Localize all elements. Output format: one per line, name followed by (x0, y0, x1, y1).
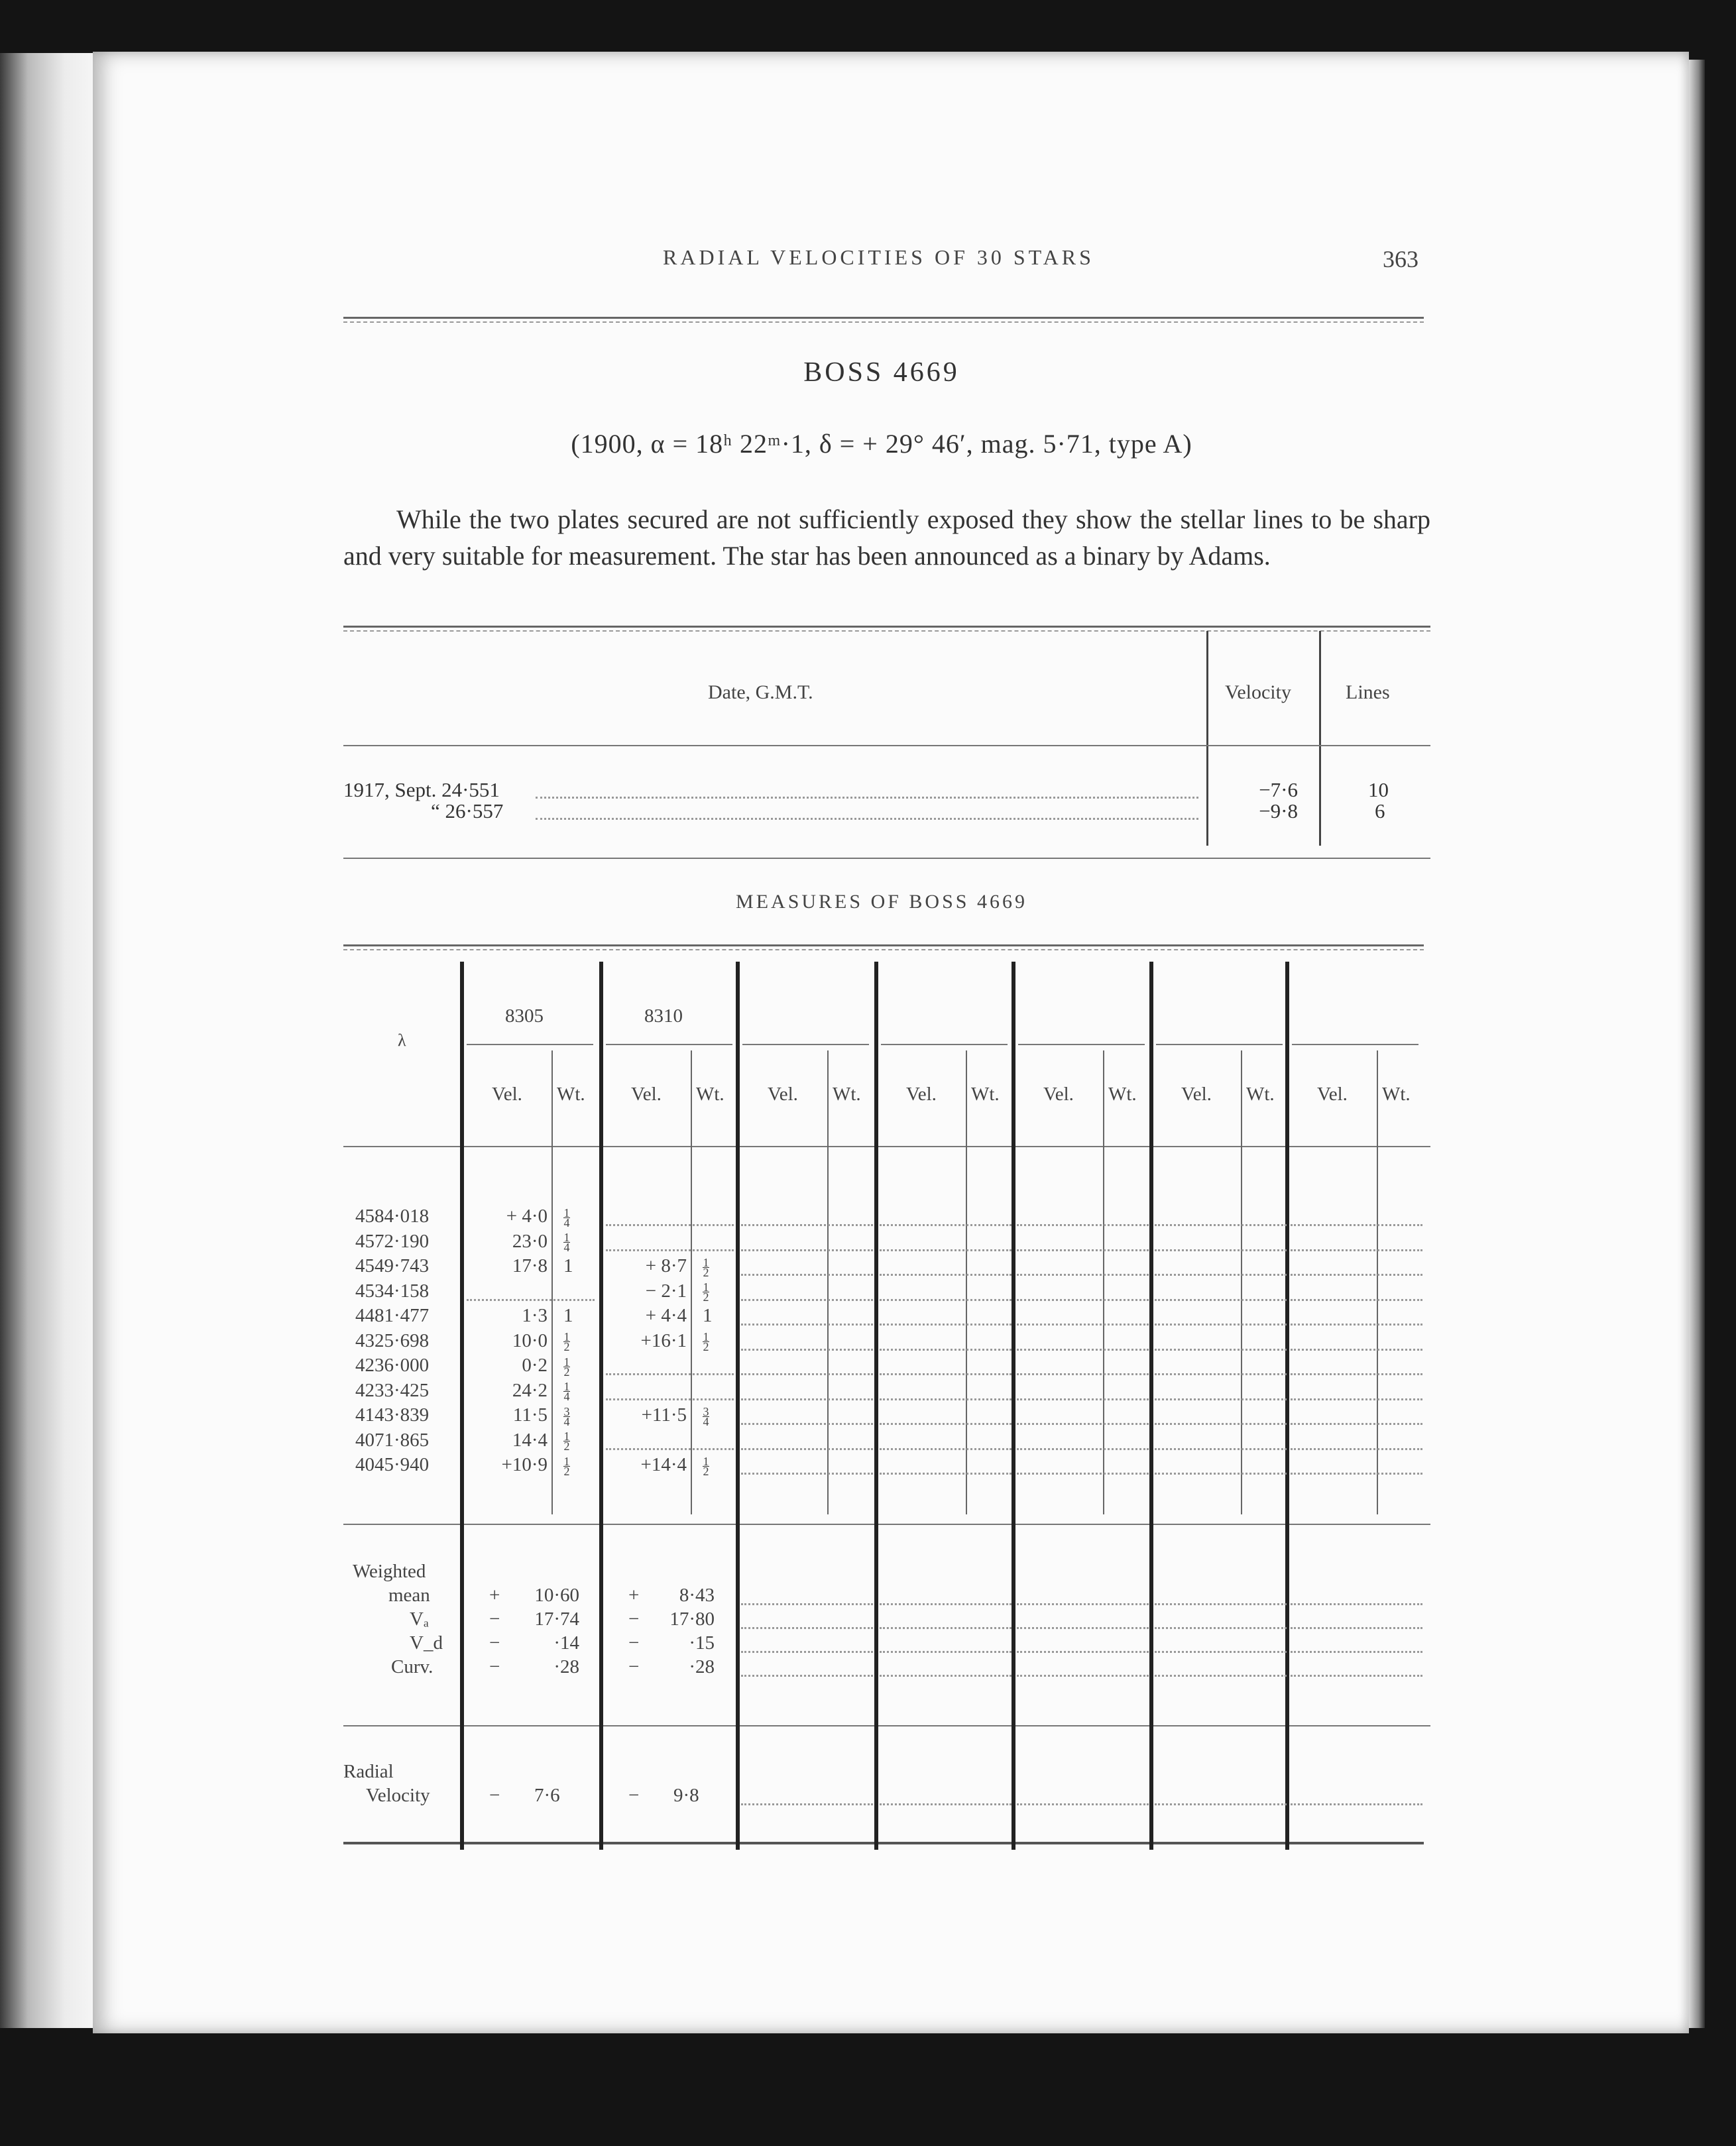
dot-leader (1291, 1603, 1422, 1605)
dot-leader (606, 1224, 734, 1226)
vel-value: 10·0 (512, 1329, 548, 1351)
wt-header: Wt. (1108, 1084, 1137, 1105)
dot-leader (1155, 1373, 1287, 1375)
wavelength: 4045·940 (355, 1454, 430, 1475)
dot-leader (741, 1349, 873, 1351)
wt-value (563, 1330, 570, 1352)
dot-leader (1291, 1249, 1422, 1251)
dot-leader (1155, 1448, 1287, 1450)
dot-leader (880, 1473, 1012, 1475)
wt-value (563, 1404, 570, 1426)
wt-value: 1 (563, 1255, 573, 1276)
dot-leader (606, 1448, 734, 1450)
wt-value: 1 (703, 1305, 713, 1326)
weight-fraction: $\frac{1}{2}$ (563, 1355, 570, 1379)
dot-leader (880, 1224, 1012, 1226)
wt-value (563, 1454, 570, 1476)
dot-leader (1291, 1803, 1422, 1805)
measures-summary-rule (343, 1725, 1430, 1726)
wt-value (703, 1404, 709, 1426)
measures-bottom-rule (343, 1842, 1424, 1844)
dot-leader (1155, 1627, 1287, 1629)
vel-header: Vel. (768, 1084, 798, 1105)
vel-wt-divider (1103, 1050, 1104, 1514)
vel-wt-divider (966, 1050, 967, 1514)
vel-value: + 8·7 (645, 1255, 687, 1276)
obs-date: “ 26·557 (431, 799, 504, 822)
dot-leader (1155, 1603, 1287, 1605)
dot-leader (1017, 1274, 1149, 1276)
vel-header: Vel. (1043, 1084, 1074, 1105)
plate-number: 8305 (505, 1005, 544, 1027)
summary-value: 10·60 (534, 1585, 579, 1606)
measures-caption: MEASURES OF BOSS 4669 (736, 891, 1027, 913)
wt-header: Wt. (696, 1084, 724, 1105)
vel-wt-divider (1377, 1050, 1378, 1514)
dot-leader (1291, 1448, 1422, 1450)
dot-leader (1017, 1349, 1149, 1351)
star-coordinates: (1900, α = 18ʰ 22ᵐ·1, δ = + 29° 46′, mag. 5·71, type A) (571, 429, 1192, 459)
head-rule (343, 317, 1424, 319)
vel-header: Vel. (1181, 1084, 1212, 1105)
dot-leader (606, 1249, 734, 1251)
dot-leader (467, 1299, 595, 1301)
dot-leader (1291, 1299, 1422, 1301)
weight-fraction: $\frac{3}{4}$ (563, 1404, 570, 1428)
dot-leader (1017, 1473, 1149, 1475)
vel-value: 17·8 (512, 1255, 548, 1276)
weight-fraction: $\frac{1}{2}$ (563, 1454, 570, 1478)
dot-leader (1017, 1249, 1149, 1251)
wt-value (563, 1231, 570, 1253)
header-lines: Lines (1346, 681, 1390, 703)
vel-value: + 4·0 (506, 1206, 548, 1227)
dot-leader (1291, 1423, 1422, 1425)
lambda-header: λ (398, 1031, 406, 1050)
rv-value: 7·6 (534, 1785, 560, 1806)
summary-value: ·28 (553, 1656, 579, 1677)
vel-value: +16·1 (640, 1329, 687, 1351)
summary-sign: + (628, 1585, 640, 1606)
vel-header: Vel. (631, 1084, 662, 1105)
vel-wt-divider (827, 1050, 829, 1514)
dot-leader (741, 1627, 873, 1629)
dot-leader (880, 1627, 1012, 1629)
measures-top-rule (343, 944, 1424, 946)
summary-label: mean (388, 1585, 430, 1606)
plate-subheader-rule (467, 1044, 593, 1045)
weight-fraction: $\frac{1}{2}$ (703, 1255, 709, 1279)
dot-leader (880, 1675, 1012, 1677)
dot-leader (741, 1274, 873, 1276)
dot-leader (1155, 1423, 1287, 1425)
wt-value (563, 1430, 570, 1451)
dot-leader (880, 1603, 1012, 1605)
dot-leader (1017, 1603, 1149, 1605)
plate-col-divider (599, 962, 603, 1850)
dot-leader (1017, 1398, 1149, 1400)
wavelength: 4233·425 (355, 1379, 430, 1401)
weight-fraction: $\frac{3}{4}$ (703, 1404, 709, 1428)
vel-value: +10·9 (501, 1454, 548, 1475)
dot-leader (1017, 1224, 1149, 1226)
summary-value: 17·80 (669, 1609, 715, 1630)
dot-leader (880, 1423, 1012, 1425)
plate-subheader-rule (1156, 1044, 1283, 1045)
wavelength: 4236·000 (355, 1355, 430, 1376)
plate-col-divider (874, 962, 878, 1850)
plate-subheader-rule (881, 1044, 1008, 1045)
dot-leader (741, 1249, 873, 1251)
weight-fraction: $\frac{1}{2}$ (703, 1280, 709, 1304)
wt-value (703, 1330, 709, 1352)
dot-leader (880, 1803, 1012, 1805)
vel-value: +11·5 (641, 1404, 687, 1426)
dot-leader (1155, 1274, 1287, 1276)
dot-leader (1017, 1373, 1149, 1375)
dot-leader (880, 1299, 1012, 1301)
table-top-rule (343, 626, 1430, 628)
wavelength: 4584·018 (355, 1206, 430, 1227)
dot-leader (741, 1803, 873, 1805)
wt-value (703, 1255, 709, 1277)
vel-value: 23·0 (512, 1230, 548, 1252)
dot-leader (1155, 1803, 1287, 1805)
plate-subheader-rule (742, 1044, 869, 1045)
dot-leader (1291, 1473, 1422, 1475)
dot-leader (606, 1398, 734, 1400)
header-velocity: Velocity (1225, 681, 1291, 703)
dot-leader (880, 1373, 1012, 1375)
summary-value: ·15 (689, 1632, 715, 1654)
dot-leader (606, 1373, 734, 1375)
vel-value: +14·4 (640, 1454, 687, 1475)
wt-value (703, 1454, 709, 1476)
dot-leader (741, 1324, 873, 1326)
facing-page-edge (0, 53, 93, 2028)
dot-leader (536, 797, 1198, 799)
dot-leader (741, 1675, 873, 1677)
dot-leader (1291, 1349, 1422, 1351)
weight-fraction: $\frac{1}{4}$ (563, 1380, 570, 1404)
obs-velocity: −9·8 (1259, 799, 1298, 822)
dot-leader (1155, 1299, 1287, 1301)
wt-value (563, 1206, 570, 1227)
wavelength: 4071·865 (355, 1429, 430, 1451)
plate-subheader-rule (1292, 1044, 1418, 1045)
plate-subheader-rule (606, 1044, 732, 1045)
dot-leader (1017, 1803, 1149, 1805)
dot-leader (880, 1349, 1012, 1351)
plate-col-divider (1285, 962, 1289, 1850)
obs-lines: 10 (1368, 778, 1389, 801)
running-title: RADIAL VELOCITIES OF 30 STARS (663, 245, 1094, 269)
wt-header: Wt. (557, 1084, 585, 1105)
summary-label: Curv. (391, 1656, 434, 1677)
wt-header: Wt. (1246, 1084, 1275, 1105)
obs-lines: 6 (1375, 799, 1385, 822)
summary-sign: − (489, 1656, 500, 1677)
vel-wt-divider (1241, 1050, 1242, 1514)
summary-label: Weighted (353, 1561, 426, 1582)
wt-value (563, 1355, 570, 1377)
rv-sign: − (489, 1785, 500, 1806)
rv-value: 9·8 (673, 1785, 699, 1806)
radial-velocity-label: Velocity (366, 1785, 430, 1806)
vel-value: 0·2 (522, 1355, 548, 1376)
weight-fraction: $\frac{1}{2}$ (703, 1454, 709, 1478)
wavelength: 4549·743 (355, 1255, 430, 1276)
vel-value: 11·5 (512, 1404, 548, 1426)
dot-leader (1291, 1398, 1422, 1400)
summary-value: ·28 (689, 1656, 715, 1677)
page-number: 363 (1383, 246, 1418, 272)
description-paragraph: While the two plates secured are not sufficiently exposed they show the stellar lines to be sharp and very suitable for measurement. The star has been announced as a binary by Adams. (343, 504, 1430, 571)
dot-leader (1155, 1224, 1287, 1226)
dot-leader (1155, 1473, 1287, 1475)
dot-leader (1017, 1448, 1149, 1450)
dot-leader (1017, 1627, 1149, 1629)
dot-leader (1017, 1324, 1149, 1326)
dot-leader (741, 1373, 873, 1375)
dot-leader (1017, 1651, 1149, 1653)
table-bottom-rule (343, 858, 1430, 859)
dot-leader (880, 1448, 1012, 1450)
measures-header-rule (343, 1146, 1430, 1147)
dot-leader (880, 1249, 1012, 1251)
dot-leader (1291, 1627, 1422, 1629)
wavelength: 4572·190 (355, 1230, 430, 1252)
wt-header: Wt. (833, 1084, 861, 1105)
plate-col-divider (1012, 962, 1015, 1850)
plate-number: 8310 (644, 1005, 683, 1027)
vel-wt-divider (551, 1050, 553, 1514)
vel-header: Vel. (906, 1084, 937, 1105)
dot-leader (1017, 1675, 1149, 1677)
plate-subheader-rule (1018, 1044, 1145, 1045)
summary-value: 8·43 (679, 1585, 715, 1606)
page-edge-shadow (1689, 60, 1705, 2028)
summary-sign: + (489, 1585, 500, 1606)
weight-fraction: $\frac{1}{2}$ (563, 1430, 570, 1453)
vel-value: − 2·1 (645, 1280, 687, 1302)
header-date: Date, G.M.T. (708, 681, 813, 703)
dot-leader (1291, 1651, 1422, 1653)
weight-fraction: $\frac{1}{2}$ (703, 1330, 709, 1354)
summary-value: 17·74 (534, 1609, 579, 1630)
dot-leader (1291, 1675, 1422, 1677)
summary-value: ·14 (553, 1632, 579, 1654)
dot-leader (1291, 1224, 1422, 1226)
measures-table (343, 944, 1430, 1849)
dot-leader (741, 1651, 873, 1653)
summary-label: V_d (410, 1632, 443, 1654)
dot-leader (1291, 1274, 1422, 1276)
wt-value (703, 1280, 709, 1302)
vel-header: Vel. (492, 1084, 522, 1105)
dot-leader (741, 1473, 873, 1475)
dot-leader (741, 1299, 873, 1301)
summary-label: Vₐ (410, 1609, 429, 1630)
vel-value: 24·2 (512, 1379, 548, 1401)
header-rule (343, 745, 1430, 746)
dot-leader (1017, 1299, 1149, 1301)
wavelength: 4534·158 (355, 1280, 430, 1302)
summary-sign: − (489, 1632, 500, 1654)
dot-leader (1017, 1423, 1149, 1425)
vel-value: 1·3 (522, 1305, 548, 1326)
dot-leader (1155, 1349, 1287, 1351)
vel-wt-divider (691, 1050, 692, 1514)
plate-col-divider (736, 962, 740, 1850)
col-divider (1206, 631, 1208, 846)
weight-fraction: $\frac{1}{4}$ (563, 1206, 570, 1229)
dot-leader (1155, 1398, 1287, 1400)
vel-value: + 4·4 (645, 1305, 687, 1326)
measures-rows-rule (343, 1524, 1430, 1525)
dot-leader (741, 1448, 873, 1450)
wavelength: 4325·698 (355, 1329, 430, 1351)
wavelength: 4481·477 (355, 1305, 430, 1326)
wt-value: 1 (563, 1305, 573, 1326)
obs-date: 1917, Sept. 24·551 (343, 778, 500, 801)
dot-leader (880, 1398, 1012, 1400)
dot-leader (1155, 1675, 1287, 1677)
dot-leader (1291, 1373, 1422, 1375)
summary-sign: − (628, 1632, 640, 1654)
wt-value (563, 1380, 570, 1402)
dot-leader (880, 1274, 1012, 1276)
dot-leader (1155, 1249, 1287, 1251)
plate-col-divider (1149, 962, 1153, 1850)
plate-col-divider (460, 962, 464, 1850)
observations-table (343, 626, 1430, 851)
weight-fraction: $\frac{1}{4}$ (563, 1231, 570, 1255)
col-divider (1319, 631, 1321, 846)
rv-sign: − (628, 1785, 640, 1806)
dot-leader (741, 1603, 873, 1605)
obs-velocity: −7·6 (1259, 778, 1298, 801)
dot-leader (741, 1423, 873, 1425)
radial-velocity-label: Radial (343, 1761, 394, 1782)
vel-value: 14·4 (512, 1429, 548, 1451)
summary-sign: − (628, 1609, 640, 1630)
wt-header: Wt. (971, 1084, 1000, 1105)
wavelength: 4143·839 (355, 1404, 430, 1426)
dot-leader (536, 818, 1198, 820)
dot-leader (880, 1324, 1012, 1326)
summary-sign: − (628, 1656, 640, 1677)
dot-leader (741, 1224, 873, 1226)
dot-leader (1155, 1324, 1287, 1326)
vel-header: Vel. (1317, 1084, 1348, 1105)
dot-leader (1291, 1324, 1422, 1326)
weight-fraction: $\frac{1}{2}$ (563, 1330, 570, 1354)
summary-sign: − (489, 1609, 500, 1630)
dot-leader (1155, 1651, 1287, 1653)
star-title: BOSS 4669 (803, 357, 960, 388)
dot-leader (880, 1651, 1012, 1653)
running-head (345, 245, 1418, 278)
dot-leader (741, 1398, 873, 1400)
wt-header: Wt. (1382, 1084, 1411, 1105)
